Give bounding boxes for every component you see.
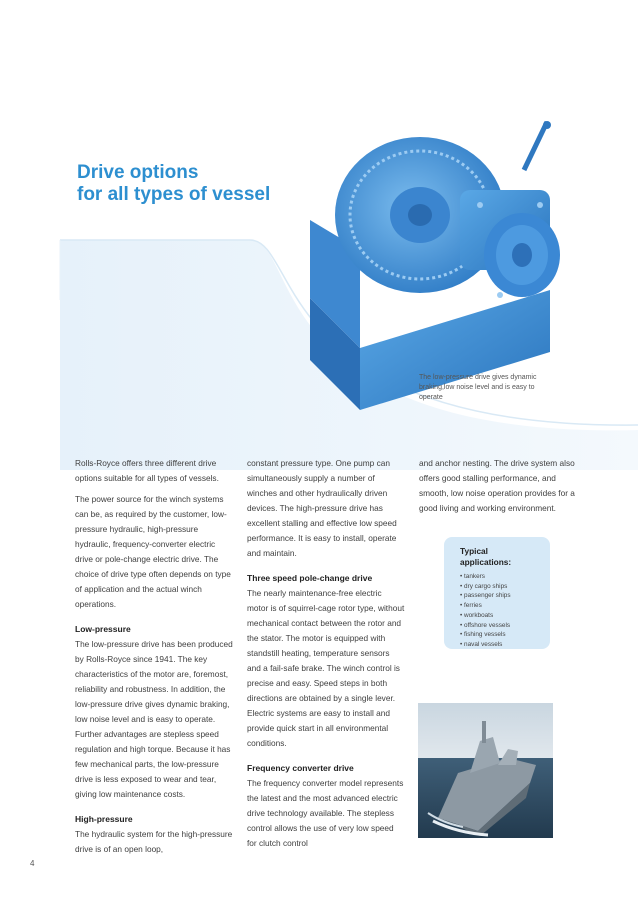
list-item: • naval vessels [460,640,511,650]
applications-title-line-2: applications: [460,557,512,567]
low-pressure-paragraph: The low-pressure drive has been produced by Rolls-Royce since 1941. The key characteristics of the motor are, foremost, reliability and robustness. In addition, the low-pressure drive gives dynamic braking, low noise level and is easy to operate. Further advantages are stepless speed regulation and high torque. Because it has few mechanical parts, the low-pressure drive is less exposed to wear and tear, giving low maintenance costs. [75,639,233,799]
list-item: • fishing vessels [460,630,511,640]
intro-paragraph: Rolls-Royce offers three different drive options suitable for all types of vessels. [75,458,219,483]
applications-list [460,572,511,650]
frequency-converter-paragraph: The frequency converter model represents the latest and the most advanced electric drive technology available. The stepless control allows the use of very low speed for clutch control [247,778,404,848]
page-title [77,162,270,206]
list-item: • dry cargo ships [460,582,511,592]
text-column-1 [75,456,233,863]
title-line-1: Drive options [77,162,199,183]
list-item: • offshore vessels [460,621,511,631]
high-pressure-continued-paragraph: constant pressure type. One pump can simultaneously supply a number of winches and other hydraulically driven devices. The high-pressure drive has excellent stalling and effective low speed performance. It is easy to install, operate and maintain. [247,458,397,558]
applications-title [460,546,511,568]
image-caption: The low-pressure drive gives dynamic braking,low noise level and is easy to operate [419,374,537,401]
pole-change-heading: Three speed pole-change drive [247,573,373,583]
title-line-2: for all types of vessel [77,184,271,205]
pole-change-paragraph: The nearly maintenance-free electric motor is of squirrel-cage rotor type, without mechanical contact between the rotor and the stator. The motor is equipped with standstill heating, temperature sensors and a fail-safe brake. The winch control is precise and easy. Speed steps in both directions are obtained by a single lever. Electric systems are easy to install and provide quick start in all environmental conditions. [247,588,405,748]
power-source-paragraph: The power source for the winch systems can be, as required by the customer, low-pressure hydraulic, high-pressure hydraulic, frequency-converter electric drive or pole-change electric drive. The choice of drive type often depends on type of application and the actual winch operations. [75,494,231,609]
naval-ship-photo [418,703,553,838]
frequency-converter-heading: Frequency converter drive [247,763,354,773]
text-column-2 [247,456,405,857]
text-column-3 [419,456,577,522]
low-pressure-heading: Low-pressure [75,624,131,634]
frequency-continued-paragraph: and anchor nesting. The drive system also offers good stalling performance, and smooth, low noise operation provides for a good living and working environment. [419,458,575,513]
applications-title-line-1: Typical [460,546,488,556]
list-item: • tankers [460,572,511,582]
list-item: • passenger ships [460,591,511,601]
list-item: • ferries [460,601,511,611]
page-number: 4 [30,859,35,868]
high-pressure-paragraph: The hydraulic system for the high-pressure drive is of an open loop, [75,829,233,854]
list-item: • workboats [460,611,511,621]
high-pressure-heading: High-pressure [75,814,133,824]
